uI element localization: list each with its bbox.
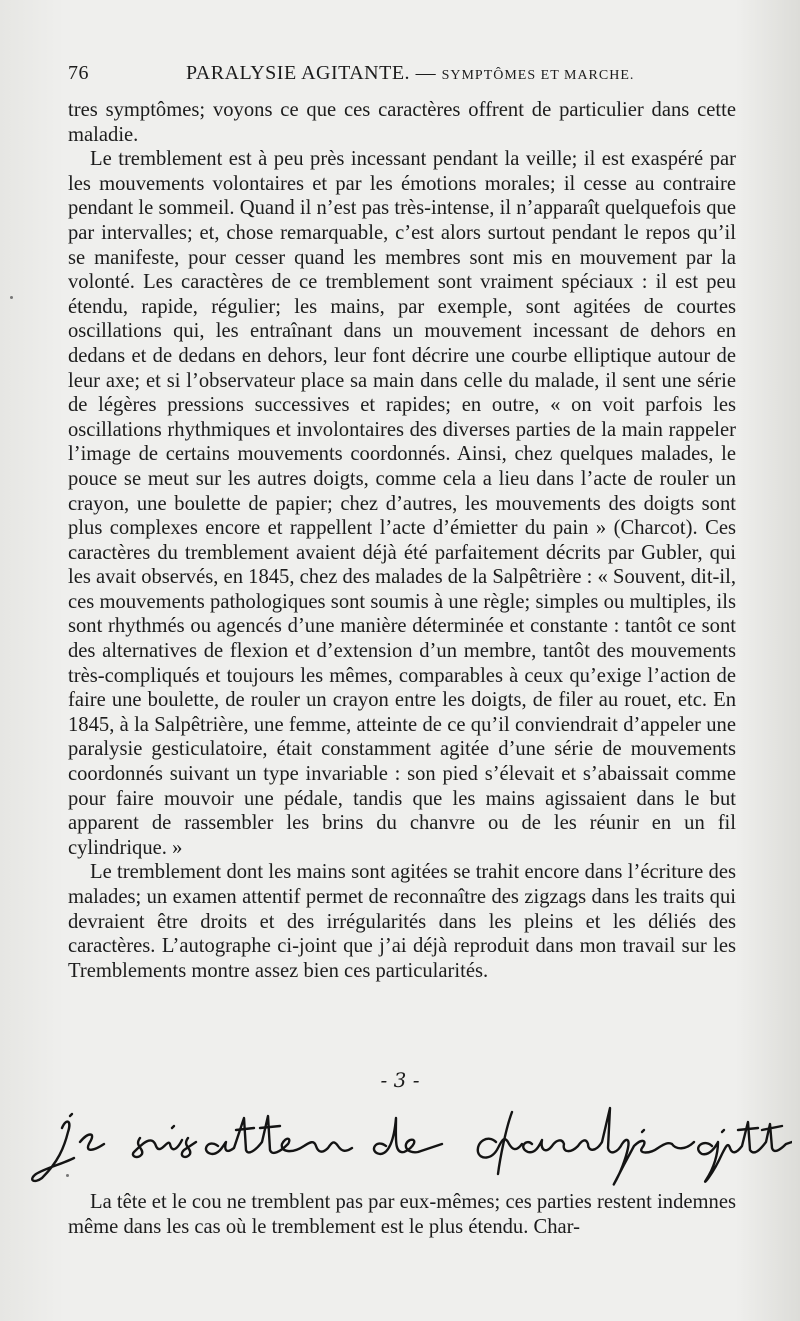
paragraph-continuation: tres symptômes; voyons ce que ces caractères offrent de particulier dans cette maladie. bbox=[68, 99, 736, 146]
page-number: 76 bbox=[68, 62, 89, 84]
handwriting-sample-image bbox=[22, 1098, 792, 1188]
margin-speck bbox=[66, 1174, 69, 1177]
paragraph-tremblement: Le tremblement est à peu près incessant pendant la veille; il est exaspéré par les mouvements volontaires et par les émotions morales; il cesse au contraire pendant le sommeil. Quand il n’est pas très-intense, il n’apparaît quelquefois que par intervalles; et, chose remarquable, c’est alors surtout pendant le repos qu’il se manifeste, pour cesser quand les membres sont mis en mouvement par la volonté. Les caractères de ce tremblement sont vraiment spéciaux : il est peu étendu, rapide, régulier; les mains, par exemple, sont agitées de courtes oscillations qui, les entraînant dans un mouvement incessant de dehors en dedans et de dedans en dehors, leur font décrire une courbe elliptique autour de leur axe; et si l’observateur place sa main dans celle du malade, il sent une série de légères pressions successives et rapides; en outre, « on voit parfois les oscillations rhythmiques et involontaires des diverses parties de la main rappeler l’image de certains mouvements coordonnés. Ainsi, chez quelques malades, le pouce se meut sur les autres doigts, comme cela a lieu dans l’acte de rouler un crayon, une boulette de papier; chez d’autres, les mouvements des doigts sont plus complexes encore et rappellent l’acte d’émietter du pain » (Charcot). Ces caractères du tremblement avaient déjà été parfaitement décrits par Gubler, qui les avait observés, en 1845, chez des malades de la Salpêtrière : « Souvent, dit-il, ces mouvements pathologiques sont soumis à une règle; simples ou multiples, ils sont rhythmés ou agencés d’une manière déterminée et constante : tantôt ce sont des alternatives de flexion et d’extension d’un membre, tantôt des mouvements très-compliqués et toujours les mêmes, comparables à ceux qu’exige l’action de faire une boulette, de rouler un crayon entre les doigts, de filer au rouet, etc. En 1845, à la Salpêtrière, une femme, atteinte de ce qu’il conviendrait d’appeler une paralysie gesticulatoire, était constamment agitée d’une série de mouvements coordonnés suivant un type invariable : son pied s’élevait et s’abaissait comme pour faire mouvoir une pédale, tandis que les mains agissaient dans le but apparent de rassembler les brins du chanvre ou de les réunir en un fil cylindrique. » bbox=[68, 148, 736, 859]
running-title-main: PARALYSIE AGITANTE. bbox=[186, 62, 411, 84]
running-title-dash: — bbox=[415, 62, 437, 84]
running-title-section: SYMPTÔMES ET MARCHE. bbox=[441, 68, 635, 83]
paragraph-tete-cou: La tête et le cou ne tremblent pas par eux-mêmes; ces parties restent indemnes même dans les cas où le tremblement est le plus étendu. Char- bbox=[68, 1191, 736, 1238]
figure-marker: - 3 - bbox=[380, 1068, 420, 1092]
main-text bbox=[68, 98, 736, 983]
running-title bbox=[186, 62, 634, 85]
margin-speck bbox=[10, 296, 13, 299]
paragraph-ecriture: Le tremblement dont les mains sont agitées se trahit encore dans l’écriture des malades; un examen attentif permet de reconnaître des zigzags dans les traits qui devraient être droits et des irrégularités dans les pleins et les déliés des caractères. L’autographe ci-joint que j’ai déjà reproduit dans mon travail sur les Tremblements montre assez bien ces particularités. bbox=[68, 861, 736, 982]
continuation-text bbox=[68, 1190, 736, 1239]
